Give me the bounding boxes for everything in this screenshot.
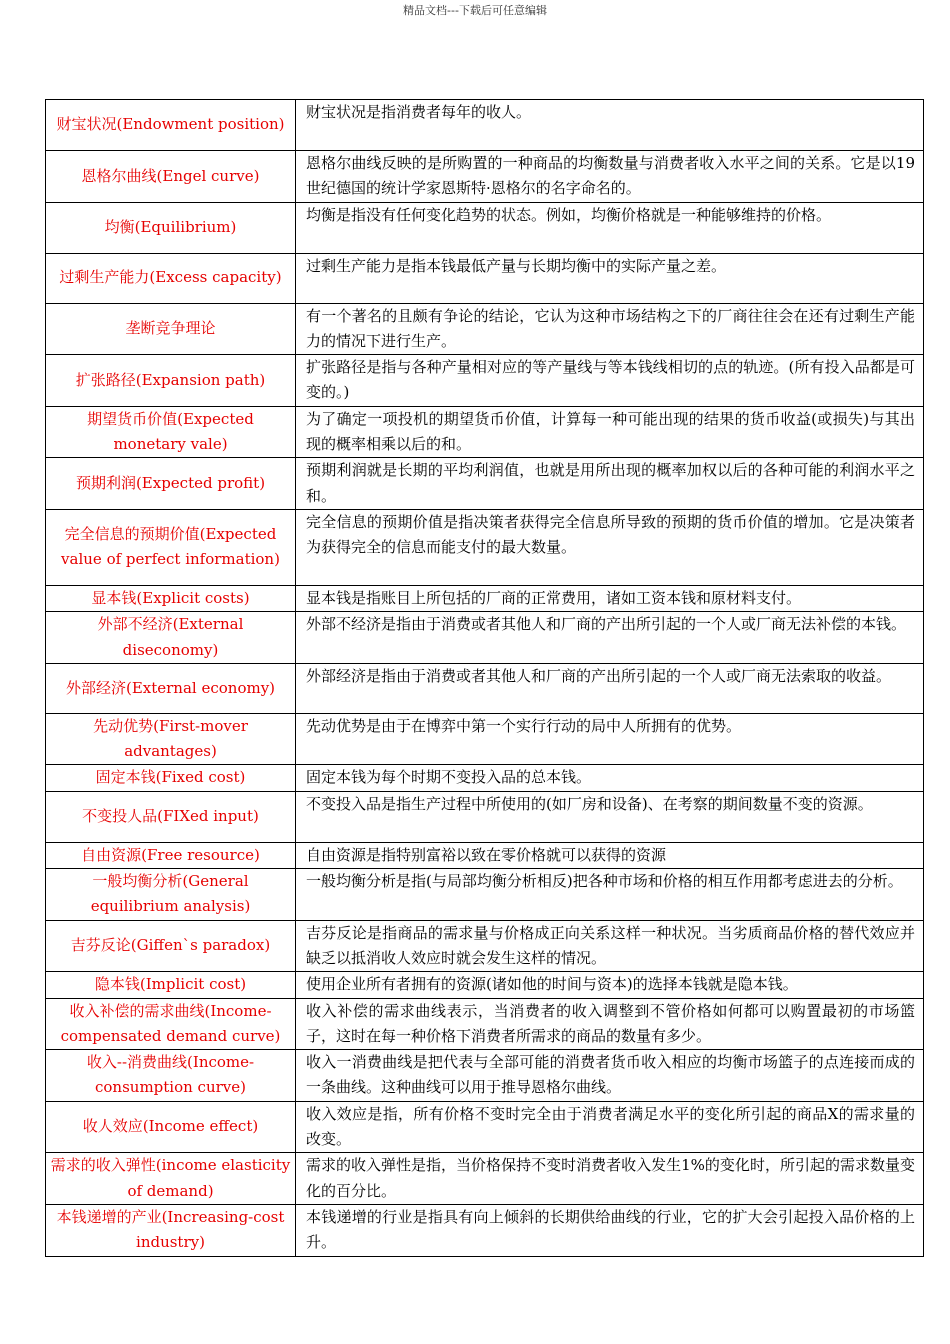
- glossary-row: [46, 713, 924, 765]
- term-cell: 先动优势(First-mover advantages): [46, 713, 296, 765]
- term-cell: 收人效应(Income effect): [46, 1101, 296, 1153]
- glossary-row: [46, 920, 924, 972]
- definition-cell: 有一个著名的且颇有争论的结论，它认为这种市场结构之下的厂商往往会在还有过剩生产能力的情况下进行生产。: [296, 303, 924, 355]
- definition-cell: 恩格尔曲线反映的是所购置的一种商品的均衡数量与消费者收入水平之间的关系。它是以19世纪德国的统计学家恩斯特·恩格尔的名字命名的。: [296, 151, 924, 203]
- definition-cell: 完全信息的预期价值是指决策者获得完全信息所导致的预期的货币价值的增加。它是决策者为获得完全的信息而能支付的最大数量。: [296, 509, 924, 585]
- glossary-row: [46, 253, 924, 303]
- definition-cell: 扩张路径是指与各种产量相对应的等产量线与等本钱线相切的点的轨迹。(所有投入品都是可变的。): [296, 355, 924, 407]
- definition-cell: 外部经济是指由于消费或者其他人和厂商的产出所引起的一个人或厂商无法索取的收益。: [296, 663, 924, 713]
- term-cell: 需求的收入弹性(income elasticity of demand): [46, 1153, 296, 1205]
- definition-cell: 显本钱是指账目上所包括的厂商的正常费用，诸如工资本钱和原材料支付。: [296, 585, 924, 611]
- definition-cell: 过剩生产能力是指本钱最低产量与长期均衡中的实际产量之差。: [296, 253, 924, 303]
- term-cell: 完全信息的预期价值(Expected value of perfect information): [46, 509, 296, 585]
- term-cell: 扩张路径(Expansion path): [46, 355, 296, 407]
- term-cell: 一般均衡分析(General equilibrium analysis): [46, 869, 296, 921]
- glossary-row: [46, 1153, 924, 1205]
- glossary-row: [46, 151, 924, 203]
- term-cell: 收入补偿的需求曲线(Income-compensated demand curve): [46, 998, 296, 1050]
- glossary-body: [46, 100, 924, 1257]
- glossary-row: [46, 972, 924, 998]
- glossary-row: [46, 791, 924, 842]
- glossary-row: [46, 842, 924, 868]
- definition-cell: 收入一消费曲线是把代表与全部可能的消费者货币收入相应的均衡市场篮子的点连接而成的一条曲线。这种曲线可以用于推导恩格尔曲线。: [296, 1050, 924, 1102]
- page-header: 精品文档---下载后可任意编辑: [403, 4, 547, 17]
- definition-cell: 固定本钱为每个时期不变投入品的总本钱。: [296, 765, 924, 791]
- glossary-row: [46, 765, 924, 791]
- term-cell: 恩格尔曲线(Engel curve): [46, 151, 296, 203]
- glossary-row: [46, 355, 924, 407]
- term-cell: 外部不经济(External diseconomy): [46, 612, 296, 664]
- term-cell: 吉芬反论(Giffen`s paradox): [46, 920, 296, 972]
- glossary-row: [46, 458, 924, 510]
- term-cell: 不变投人品(FIXed input): [46, 791, 296, 842]
- definition-cell: 为了确定一项投机的期望货币价值，计算每一种可能出现的结果的货币收益(或损失)与其出现的概率相乘以后的和。: [296, 406, 924, 458]
- term-cell: 显本钱(Explicit costs): [46, 585, 296, 611]
- term-cell: 过剩生产能力(Excess capacity): [46, 253, 296, 303]
- glossary-row: [46, 612, 924, 664]
- term-cell: 财宝状况(Endowment position): [46, 100, 296, 151]
- glossary-row: [46, 303, 924, 355]
- glossary-row: [46, 998, 924, 1050]
- glossary-row: [46, 1204, 924, 1256]
- term-cell: 本钱递增的产业(Increasing-cost industry): [46, 1204, 296, 1256]
- term-cell: 垄断竞争理论: [46, 303, 296, 355]
- definition-cell: 均衡是指没有任何变化趋势的状态。例如，均衡价格就是一种能够维持的价格。: [296, 202, 924, 253]
- definition-cell: 收入效应是指，所有价格不变时完全由于消费者满足水平的变化所引起的商品X的需求量的改变。: [296, 1101, 924, 1153]
- term-cell: 收入--消费曲线(Income-consumption curve): [46, 1050, 296, 1102]
- glossary-row: [46, 100, 924, 151]
- definition-cell: 先动优势是由于在博弈中第一个实行行动的局中人所拥有的优势。: [296, 713, 924, 765]
- definition-cell: 收入补偿的需求曲线表示，当消费者的收入调整到不管价格如何都可以购置最初的市场篮子，这时在每一种价格下消费者所需求的商品的数量有多少。: [296, 998, 924, 1050]
- definition-cell: 不变投入品是指生产过程中所使用的(如厂房和设备)、在考察的期间数量不变的资源。: [296, 791, 924, 842]
- glossary-row: [46, 1050, 924, 1102]
- glossary-row: [46, 202, 924, 253]
- term-cell: 期望货币价值(Expected monetary vale): [46, 406, 296, 458]
- glossary-row: [46, 509, 924, 585]
- glossary-table: [45, 99, 924, 1257]
- definition-cell: 自由资源是指特别富裕以致在零价格就可以获得的资源: [296, 842, 924, 868]
- term-cell: 自由资源(Free resource): [46, 842, 296, 868]
- definition-cell: 本钱递增的行业是指具有向上倾斜的长期供给曲线的行业，它的扩大会引起投入品价格的上升。: [296, 1204, 924, 1256]
- glossary-row: [46, 663, 924, 713]
- glossary-row: [46, 585, 924, 611]
- definition-cell: 一般均衡分析是指(与局部均衡分析相反)把各种市场和价格的相互作用都考虑进去的分析。: [296, 869, 924, 921]
- term-cell: 预期利润(Expected profit): [46, 458, 296, 510]
- definition-cell: 财宝状况是指消费者每年的收人。: [296, 100, 924, 151]
- definition-cell: 需求的收入弹性是指，当价格保持不变时消费者收入发生1%的变化时，所引起的需求数量变化的百分比。: [296, 1153, 924, 1205]
- definition-cell: 吉芬反论是指商品的需求量与价格成正向关系这样一种状况。当劣质商品价格的替代效应并缺乏以抵消收人效应时就会发生这样的情况。: [296, 920, 924, 972]
- glossary-row: [46, 406, 924, 458]
- definition-cell: 外部不经济是指由于消费或者其他人和厂商的产出所引起的一个人或厂商无法补偿的本钱。: [296, 612, 924, 664]
- glossary-row: [46, 869, 924, 921]
- definition-cell: 预期利润就是长期的平均利润值，也就是用所出现的概率加权以后的各种可能的利润水平之和。: [296, 458, 924, 510]
- term-cell: 外部经济(External economy): [46, 663, 296, 713]
- definition-cell: 使用企业所有者拥有的资源(诸如他的时间与资本)的选择本钱就是隐本钱。: [296, 972, 924, 998]
- term-cell: 均衡(Equilibrium): [46, 202, 296, 253]
- glossary-row: [46, 1101, 924, 1153]
- term-cell: 固定本钱(Fixed cost): [46, 765, 296, 791]
- term-cell: 隐本钱(Implicit cost): [46, 972, 296, 998]
